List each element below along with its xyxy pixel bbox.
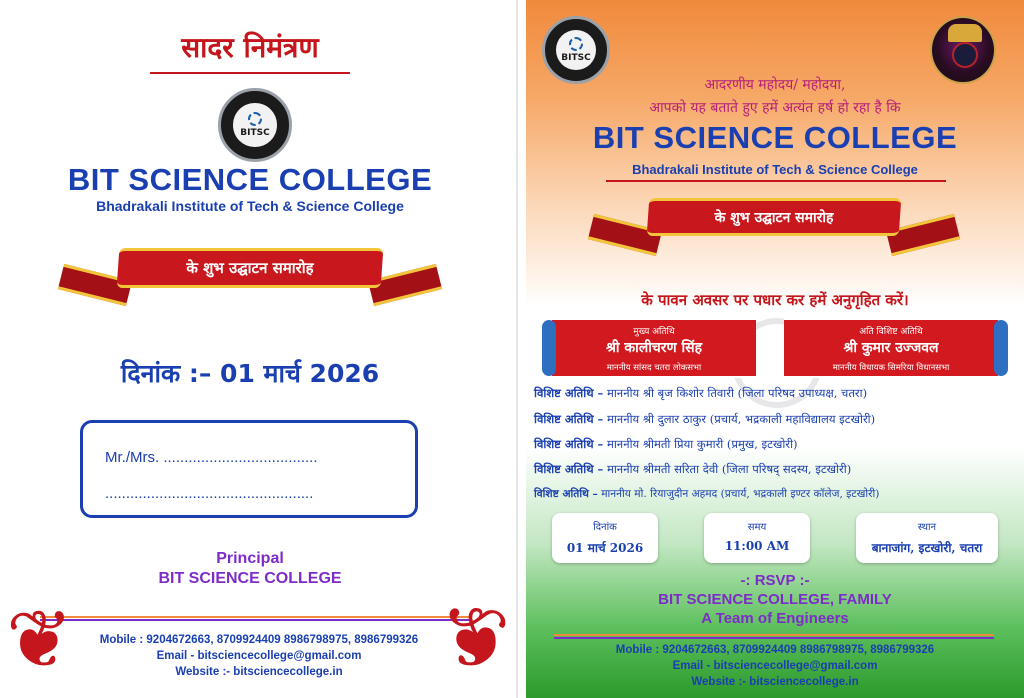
rsvp-family: BIT SCIENCE COLLEGE, FAMILY [658,591,892,608]
guest-name-line: Mr./Mrs. ..................................... [105,449,318,466]
contact-mobile: Mobile : 9204672663, 8709924409 8986798975, 8986799326 [615,644,935,656]
time-value: 11:00 AM [724,539,790,553]
chief-guest-name: श्री कालीचरण सिंह [605,340,703,356]
principal-label: Principal [216,550,284,567]
time-label: समय [747,522,767,533]
chief-guest-role: मुख्य अतिथि [633,327,675,337]
guest-tag: विशिष्ट अतिथि – [534,437,604,451]
guest-row [534,412,1014,427]
title-underline [150,72,350,74]
guest-text: माननीय श्रीमती सरिता देवी (जिला परिषद् सदस्य, इटखोरी) [606,462,852,476]
guest-tag: विशिष्ट अतिथि – [534,488,598,500]
guest-tag: विशिष्ट अतिथि – [534,412,604,426]
college-underline [606,180,946,182]
ribbon-label: के शुभ उद्घाटन समारोह [714,209,834,226]
deity-image [930,16,996,84]
event-ribbon [118,248,382,288]
floral-swirl-icon: ❦ [6,593,74,686]
guest-row [534,437,1014,452]
floral-swirl-icon: ❦ [440,589,511,687]
special-guest-designation: माननीय विधायक सिमरिया विधानसभा [832,363,950,373]
guest-row [534,462,1014,477]
invite-line: के पावन अवसर पर पधार कर हमें अनुगृहित करें। [641,291,909,309]
logo-text: BITSC [561,52,591,63]
place-value: बानाजांग, इटखोरी, चतरा [871,541,983,555]
event-ribbon [648,198,900,236]
contact-website: Website :- bitsciencecollege.in [175,666,343,678]
color-stripes [554,634,994,641]
ribbon-label: के शुभ उद्घाटन समारोह [186,259,314,277]
guest-text: माननीय श्री दुलार ठाकुर (प्रचार्य, भद्रकाली महाविद्यालय इटखोरी) [606,412,876,426]
guest-row [534,487,1014,501]
page-title: सादर निमंत्रण [181,31,319,64]
color-stripes [40,616,470,623]
time-card [704,513,810,563]
date-card [552,513,658,563]
principal-college: BIT SCIENCE COLLEGE [158,570,342,587]
invitation-inside [526,0,1024,698]
guest-tag: विशिष्ट अतिथि – [534,462,604,476]
event-date: दिनांक :– 01 मार्च 2026 [120,359,380,388]
greeting-line: आदरणीय महोदय/ महोदया, [704,77,846,93]
college-fullname: Bhadrakali Institute of Tech & Science College [96,198,404,214]
guest-text: माननीय श्रीमती प्रिया कुमारी (प्रमुख, इटखोरी) [606,437,798,451]
contact-mobile: Mobile : 9204672663, 8709924409 8986798975, 8986799326 [99,634,419,646]
college-name: BIT SCIENCE COLLEGE [592,120,958,155]
chief-guest-banner [552,318,756,378]
chief-guest-designation: माननीय सांसद चतरा लोकसभा [606,363,702,373]
contact-website: Website :- bitsciencecollege.in [691,676,859,688]
guest-name-box [80,420,418,518]
rsvp-team: A Team of Engineers [701,610,849,627]
contact-email: Email - bitsciencecollege@gmail.com [672,660,878,672]
place-card [856,513,998,563]
guest-row [534,386,1014,401]
college-name: BIT SCIENCE COLLEGE [67,162,433,197]
date-label: दिनांक [593,522,617,533]
place-label: स्थान [917,522,937,533]
special-guest-role: अति विशिष्ट अतिथि [859,327,923,337]
rsvp-heading: -: RSVP :- [740,572,810,589]
gear-icon [248,112,262,126]
date-value: 01 मार्च 2026 [566,541,644,555]
college-logo [218,88,292,162]
college-fullname: Bhadrakali Institute of Tech & Science College [632,162,918,177]
special-guest-name: श्री कुमार उज्जवल [843,340,939,356]
guest-text: माननीय मो. रियाजुदीन अहमद (प्रचार्य, भद्रकाली इण्टर कॉलेज, इटखोरी) [601,488,880,500]
guest-name-line-2: .................................................. [105,485,314,502]
greeting-line-2: आपको यह बताते हुए हमें अत्यंत हर्ष हो रहा है कि [649,100,901,116]
gear-icon [569,37,583,51]
college-logo [542,16,610,84]
special-guest-banner [784,318,998,378]
guest-text: माननीय श्री बृज किशोर तिवारी (जिला परिषद उपाध्यक्ष, चतरा) [606,386,868,400]
logo-text: BITSC [240,127,270,138]
contact-email: Email - bitsciencecollege@gmail.com [156,650,362,662]
guest-tag: विशिष्ट अतिथि – [534,386,604,400]
